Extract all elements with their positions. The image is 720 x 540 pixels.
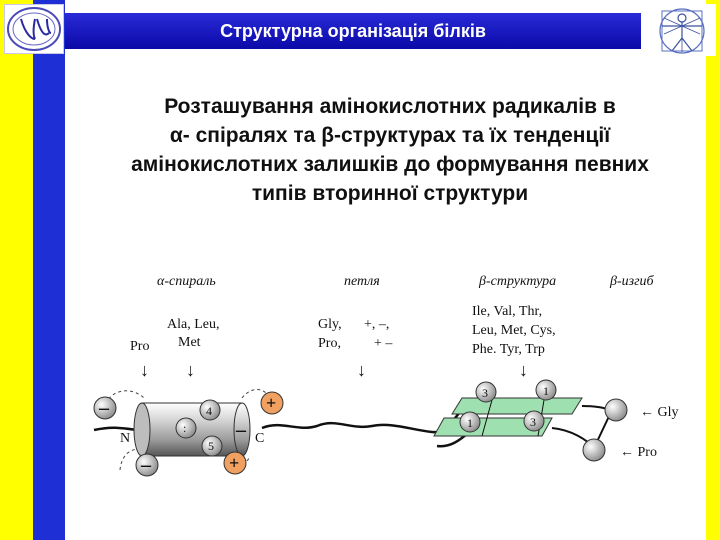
heading-line-4: типів вторинної структури [251, 182, 529, 205]
vitruvian-man-logo [648, 4, 716, 56]
pro-residue [583, 439, 605, 461]
heading-line-3: амінокислотних залишків до формування певних [131, 153, 649, 176]
caption-beta-turn: β-изгиб [610, 274, 654, 289]
caption-loop: петля [344, 274, 380, 289]
beta-residues-line-2: Leu, Met, Cys, [472, 323, 556, 338]
helix-number-5: 5 [208, 439, 214, 453]
minus-sign: – [99, 397, 109, 419]
beta-residues-line-1: Ile, Val, Thr, [472, 304, 543, 319]
sheet-number: 3 [482, 386, 488, 400]
arrow-pro-down: ↓ [140, 360, 149, 380]
heading-line-2: α- спіралях та β-структурах та їх тенденції [169, 124, 611, 147]
beta-residues-line-3: Phe. Tyr, Trp [472, 342, 545, 357]
secondary-structure-figure [82, 260, 702, 500]
heading-line-1: Розташування амінокислотних радикалів в [164, 95, 616, 118]
arrow-loop-down: ↓ [357, 360, 366, 380]
sheet-number: 3 [530, 415, 536, 429]
alpha-residues-line-1: Ala, Leu, [167, 317, 220, 332]
left-blue-stripe [33, 0, 65, 540]
minus-sign: – [141, 454, 151, 476]
loop-charges-line-2: + – [374, 336, 393, 351]
alpha-residues-line-2: Met [178, 335, 201, 350]
caption-beta-strand: β-структура [479, 274, 557, 289]
helix-dots: : [183, 421, 187, 435]
beta-strand-upper [452, 398, 582, 414]
university-logo [4, 4, 64, 54]
sheet-number: 1 [543, 384, 549, 398]
plus-sign: + [266, 393, 277, 413]
caption-alpha-helix: α-спираль [157, 274, 216, 289]
right-yellow-stripe [706, 0, 720, 540]
gly-label: ← Gly [640, 405, 679, 420]
loop-charges-line-1: +, –, [364, 317, 390, 332]
n-terminus-label: N [120, 431, 131, 446]
pro-label: ← Pro [620, 445, 657, 460]
helix-number-4: 4 [206, 404, 212, 418]
plus-sign: + [229, 453, 240, 473]
header [0, 0, 720, 60]
gly-residue [605, 399, 627, 421]
arrow-helix-down: ↓ [186, 360, 195, 380]
arrow-beta-down: ↓ [519, 360, 528, 380]
loop-residues-line-1: Gly, [318, 317, 342, 332]
alpha-pro-label: Pro [130, 339, 150, 354]
slide-heading [80, 92, 700, 208]
loop-residues-line-2: Pro, [318, 336, 341, 351]
c-terminus-label: C [255, 431, 265, 446]
sheet-number: 1 [467, 416, 473, 430]
left-yellow-stripe [0, 0, 33, 540]
minus-sign: – [236, 419, 246, 441]
header-title: Структурна організація білків [220, 21, 486, 41]
